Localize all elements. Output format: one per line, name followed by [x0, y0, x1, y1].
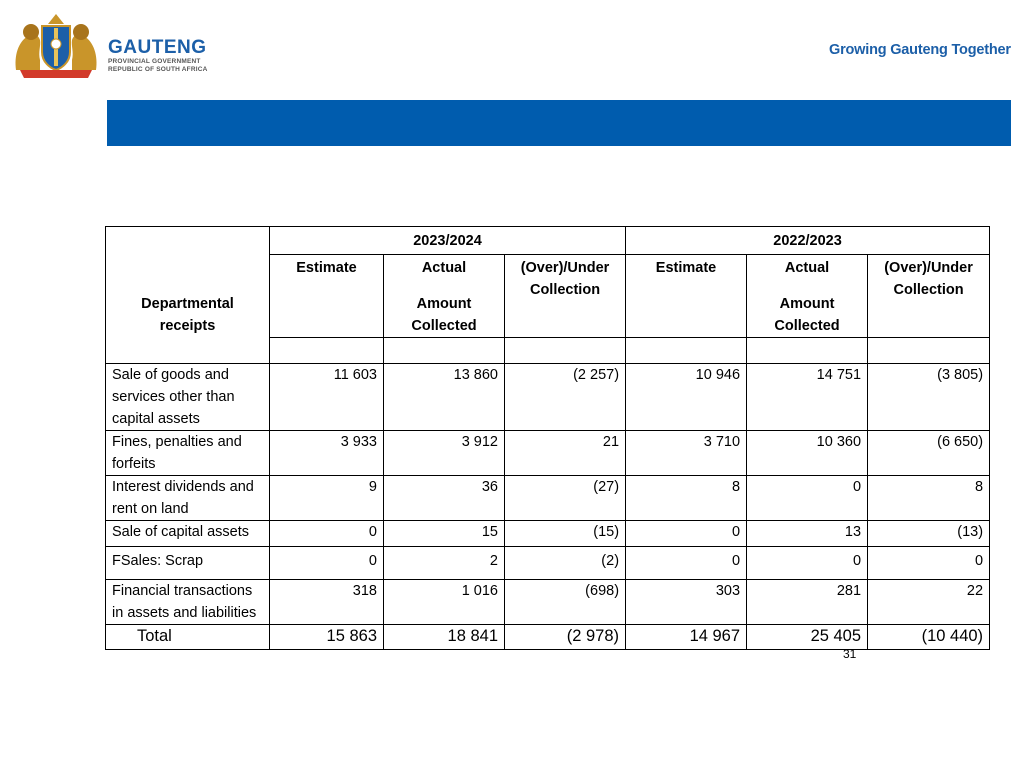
- row-label: Financial transactions in assets and liabilities: [106, 580, 270, 625]
- brand-line-1: PROVINCIAL GOVERNMENT: [108, 58, 201, 65]
- cell: 0: [626, 547, 747, 580]
- cell: 13: [747, 521, 868, 547]
- cell: (2 257): [505, 364, 626, 431]
- cell: 303: [626, 580, 747, 625]
- cell: 2: [384, 547, 505, 580]
- cell: 318: [270, 580, 384, 625]
- cell: 10 946: [626, 364, 747, 431]
- cell: 0: [270, 547, 384, 580]
- actual-label: Actual: [421, 260, 467, 276]
- departmental-receipts-header: Departmental receipts: [106, 227, 270, 364]
- over-under-header-1: (Over)/Under Collection: [505, 255, 626, 338]
- actual-label: Actual: [784, 260, 830, 276]
- cell: 21: [505, 431, 626, 476]
- year-2023-2024-header: 2023/2024: [270, 227, 626, 255]
- cell: 15: [384, 521, 505, 547]
- cell: 8: [868, 476, 990, 521]
- departmental-receipts-table: [105, 226, 990, 650]
- cell: 281: [747, 580, 868, 625]
- cell: 3 912: [384, 431, 505, 476]
- gauteng-logo: [10, 10, 210, 80]
- estimate-header-2: Estimate: [626, 255, 747, 338]
- cell: 0: [626, 521, 747, 547]
- year-2022-2023-header: 2022/2023: [626, 227, 990, 255]
- amount-collected-label: Amount Collected: [774, 296, 840, 334]
- cell: 10 360: [747, 431, 868, 476]
- cell: (6 650): [868, 431, 990, 476]
- cell: (27): [505, 476, 626, 521]
- cell: 1 016: [384, 580, 505, 625]
- cell: 0: [747, 547, 868, 580]
- cell: 0: [747, 476, 868, 521]
- page-number: 31: [843, 647, 857, 661]
- over-under-header-2: (Over)/Under Collection: [868, 255, 990, 338]
- cell: (2): [505, 547, 626, 580]
- cell: 9: [270, 476, 384, 521]
- actual-header-2: [747, 255, 868, 338]
- row-label: Sale of goods and services other than capital assets: [106, 364, 270, 431]
- table-row: [106, 547, 990, 580]
- cell: (698): [505, 580, 626, 625]
- cell: 3 933: [270, 431, 384, 476]
- table-row: [106, 580, 990, 625]
- cell: (15): [505, 521, 626, 547]
- year-header-row: [106, 227, 990, 255]
- cell: 36: [384, 476, 505, 521]
- row-label: FSales: Scrap: [106, 547, 270, 580]
- cell: 3 710: [626, 431, 747, 476]
- cell: (3 805): [868, 364, 990, 431]
- brand-name: GAUTENG: [108, 37, 207, 58]
- coat-of-arms-icon: [10, 12, 102, 78]
- cell: 0: [868, 547, 990, 580]
- cell: 0: [270, 521, 384, 547]
- table-row: [106, 431, 990, 476]
- cell: 8: [626, 476, 747, 521]
- table-row: [106, 476, 990, 521]
- table-row: [106, 521, 990, 547]
- total-label: Total: [106, 625, 270, 650]
- estimate-header-1: Estimate: [270, 255, 384, 338]
- total-cell: (2 978): [505, 625, 626, 650]
- cell: 22: [868, 580, 990, 625]
- total-row: [106, 625, 990, 650]
- brand-line-2: REPUBLIC OF SOUTH AFRICA: [108, 65, 208, 73]
- cell: (13): [868, 521, 990, 547]
- table-row: [106, 364, 990, 431]
- cell: 13 860: [384, 364, 505, 431]
- total-cell: 18 841: [384, 625, 505, 650]
- total-cell: 14 967: [626, 625, 747, 650]
- cell: 14 751: [747, 364, 868, 431]
- tagline: Growing Gauteng Together: [829, 42, 1011, 58]
- actual-header-1: [384, 255, 505, 338]
- row-label: Fines, penalties and forfeits: [106, 431, 270, 476]
- amount-collected-label: Amount Collected: [411, 296, 477, 334]
- total-cell: 25 405: [747, 625, 868, 650]
- total-cell: 15 863: [270, 625, 384, 650]
- row-label: Sale of capital assets: [106, 521, 270, 547]
- title-banner: [107, 100, 1011, 146]
- row-label: Interest dividends and rent on land: [106, 476, 270, 521]
- total-cell: (10 440): [868, 625, 990, 650]
- cell: 11 603: [270, 364, 384, 431]
